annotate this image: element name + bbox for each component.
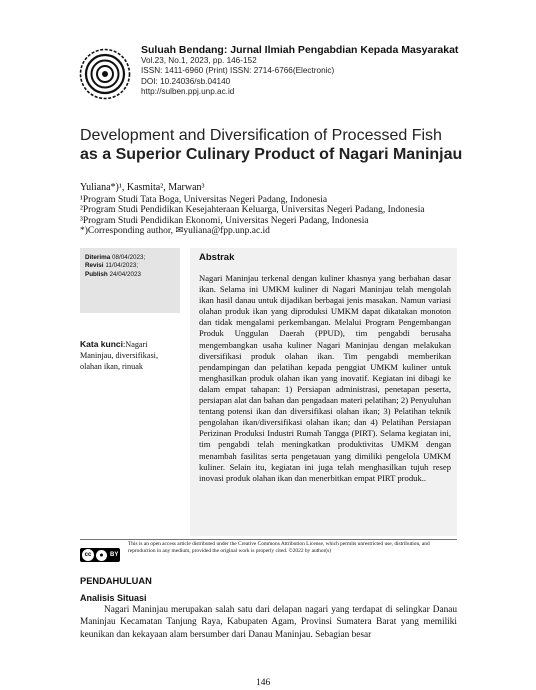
abstract-text: Nagari Maninjau terkenal dengan kuliner khasnya yang berbahan dasar ikan. Selama ini UMKM kuliner di Nagari Maninjau telah mengolah ikan hasil danau untuk dijadikan berbagai jenis masakan. Namun variasi olahan produk ikan yang diproduksi UMKM dapat dikatakan monoton dan tidak mengalami perkembangan. Melalui Program Pengembangan Produk Unggulan Daerah (PPUD), tim pengabdi berusaha mengembangkan usaha kuliner Nagari Maninjau dengan melakukan diversifikasi produk olahan ikan. Tim pengabdi memberikan pendampingan dan pelatihan kepada penggiat UMKM kuliner untuk menghasilkan produk olahan ikan yang inovatif. Kegiatan ini dibagi ke dalam empat tahapan: 1) Persiapan administrasi, penetapan peserta, persiapan alat dan bahan dan pengadaan materi pelatihan; 2) Penyuluhan tentang potensi ikan dan diversifikasi olahan ikan; 3) Pelatihan teknik pengolahan ikan/diversifikasi olahan ikan; dan 4) Pelatihan Persiapan Perizinan Produksi Industri Rumah Tangga (PIRT). Selama kegiatan ini, tim pengabdi telah meningkatkan produktivitas UMKM dengan menambah fasilitas serta pengetauan yang dimiliki pengelola UMKM kuliner. Selain itu, kegiatan ini juga telah menghasilkan tujuh resep inovasi produk olahan ikan dan menerbitkan empat PIRT produk.. bbox=[199, 273, 451, 483]
page-number: 146 bbox=[256, 678, 271, 688]
journal-volume: Vol.23, No.1, 2023, pp. 146-152 bbox=[141, 56, 257, 65]
journal-name: Suluah Bendang: Jurnal Ilmiah Pengabdian Kepada Masyarakat bbox=[141, 44, 459, 56]
date-received: Diterima 08/04/2023; bbox=[85, 254, 146, 261]
journal-issn: ISSN: 1411-6960 (Print) ISSN: 2714-6766(Electronic) bbox=[141, 66, 335, 76]
paper-title bbox=[80, 126, 462, 164]
keywords-label: Kata kunci bbox=[80, 339, 123, 349]
authors-block bbox=[80, 183, 425, 237]
section-heading: PENDAHULUAN bbox=[80, 576, 152, 586]
cc-license-badge[interactable] bbox=[80, 548, 120, 562]
journal-doi[interactable]: DOI: 10.24036/sb.04140 bbox=[141, 76, 231, 86]
title-line-1: Development and Diversification of Processed Fish bbox=[80, 127, 442, 144]
license-text: This is an open access article distributed under the Creative Commons Attribution License, which permits unrestricted use, distribution, and reproduction in any medium, provided the original work is properly cited. ©2022 by author(s) bbox=[128, 541, 430, 554]
subsection-heading: Analisis Situasi bbox=[80, 593, 147, 603]
corresponding-author[interactable]: *)Corresponding author, ✉yuliana@fpp.unp.ac.id bbox=[80, 226, 270, 237]
title-line-2: as a Superior Culinary Product of Nagari Maninjau bbox=[80, 146, 463, 163]
affiliation: ¹Program Studi Tata Boga, Universitas Negeri Padang, Indonesia bbox=[80, 194, 328, 205]
attribution-person-icon: ● bbox=[96, 550, 107, 561]
date-revised: Revisi 11/04/2023; bbox=[85, 262, 139, 270]
keywords bbox=[80, 339, 180, 372]
journal-info bbox=[141, 44, 458, 98]
body-paragraph: Nagari Maninjau merupakan salah satu dari delapan nagari yang terdapat di selingkar Danau Maninjau Kecamatan Tanjung Raya, Kabupaten Agam, Provinsi Sumatera Barat yang memiliki keunikan dan kekayaan alam bersumber dari Danau Maninjau. Sebagian besar bbox=[80, 605, 457, 640]
date-published: Publish 24/04/2023 bbox=[85, 270, 142, 278]
dates-box bbox=[80, 248, 180, 313]
affiliation: ³Program Studi Pendidikan Ekonomi, Universitas Negeri Padang, Indonesia bbox=[80, 215, 369, 226]
journal-logo-icon bbox=[79, 48, 131, 100]
divider bbox=[80, 539, 457, 540]
abstract-heading: Abstrak bbox=[199, 252, 235, 263]
keywords-text: :Nagari Maninjau, diversifikasi, olahan ikan, rinuak bbox=[80, 340, 158, 371]
cc-icon: cc bbox=[82, 549, 94, 561]
affiliation: ²Program Studi Pendidikan Kesejahteraan Keluarga, Universitas Negeri Padang, Indonesia bbox=[80, 205, 425, 216]
cc-by-label: BY bbox=[110, 552, 119, 558]
author-names: Yuliana*)¹, Kasmita², Marwan³ bbox=[80, 182, 205, 193]
journal-url[interactable]: http://sulben.ppj.unp.ac.id bbox=[141, 87, 235, 97]
